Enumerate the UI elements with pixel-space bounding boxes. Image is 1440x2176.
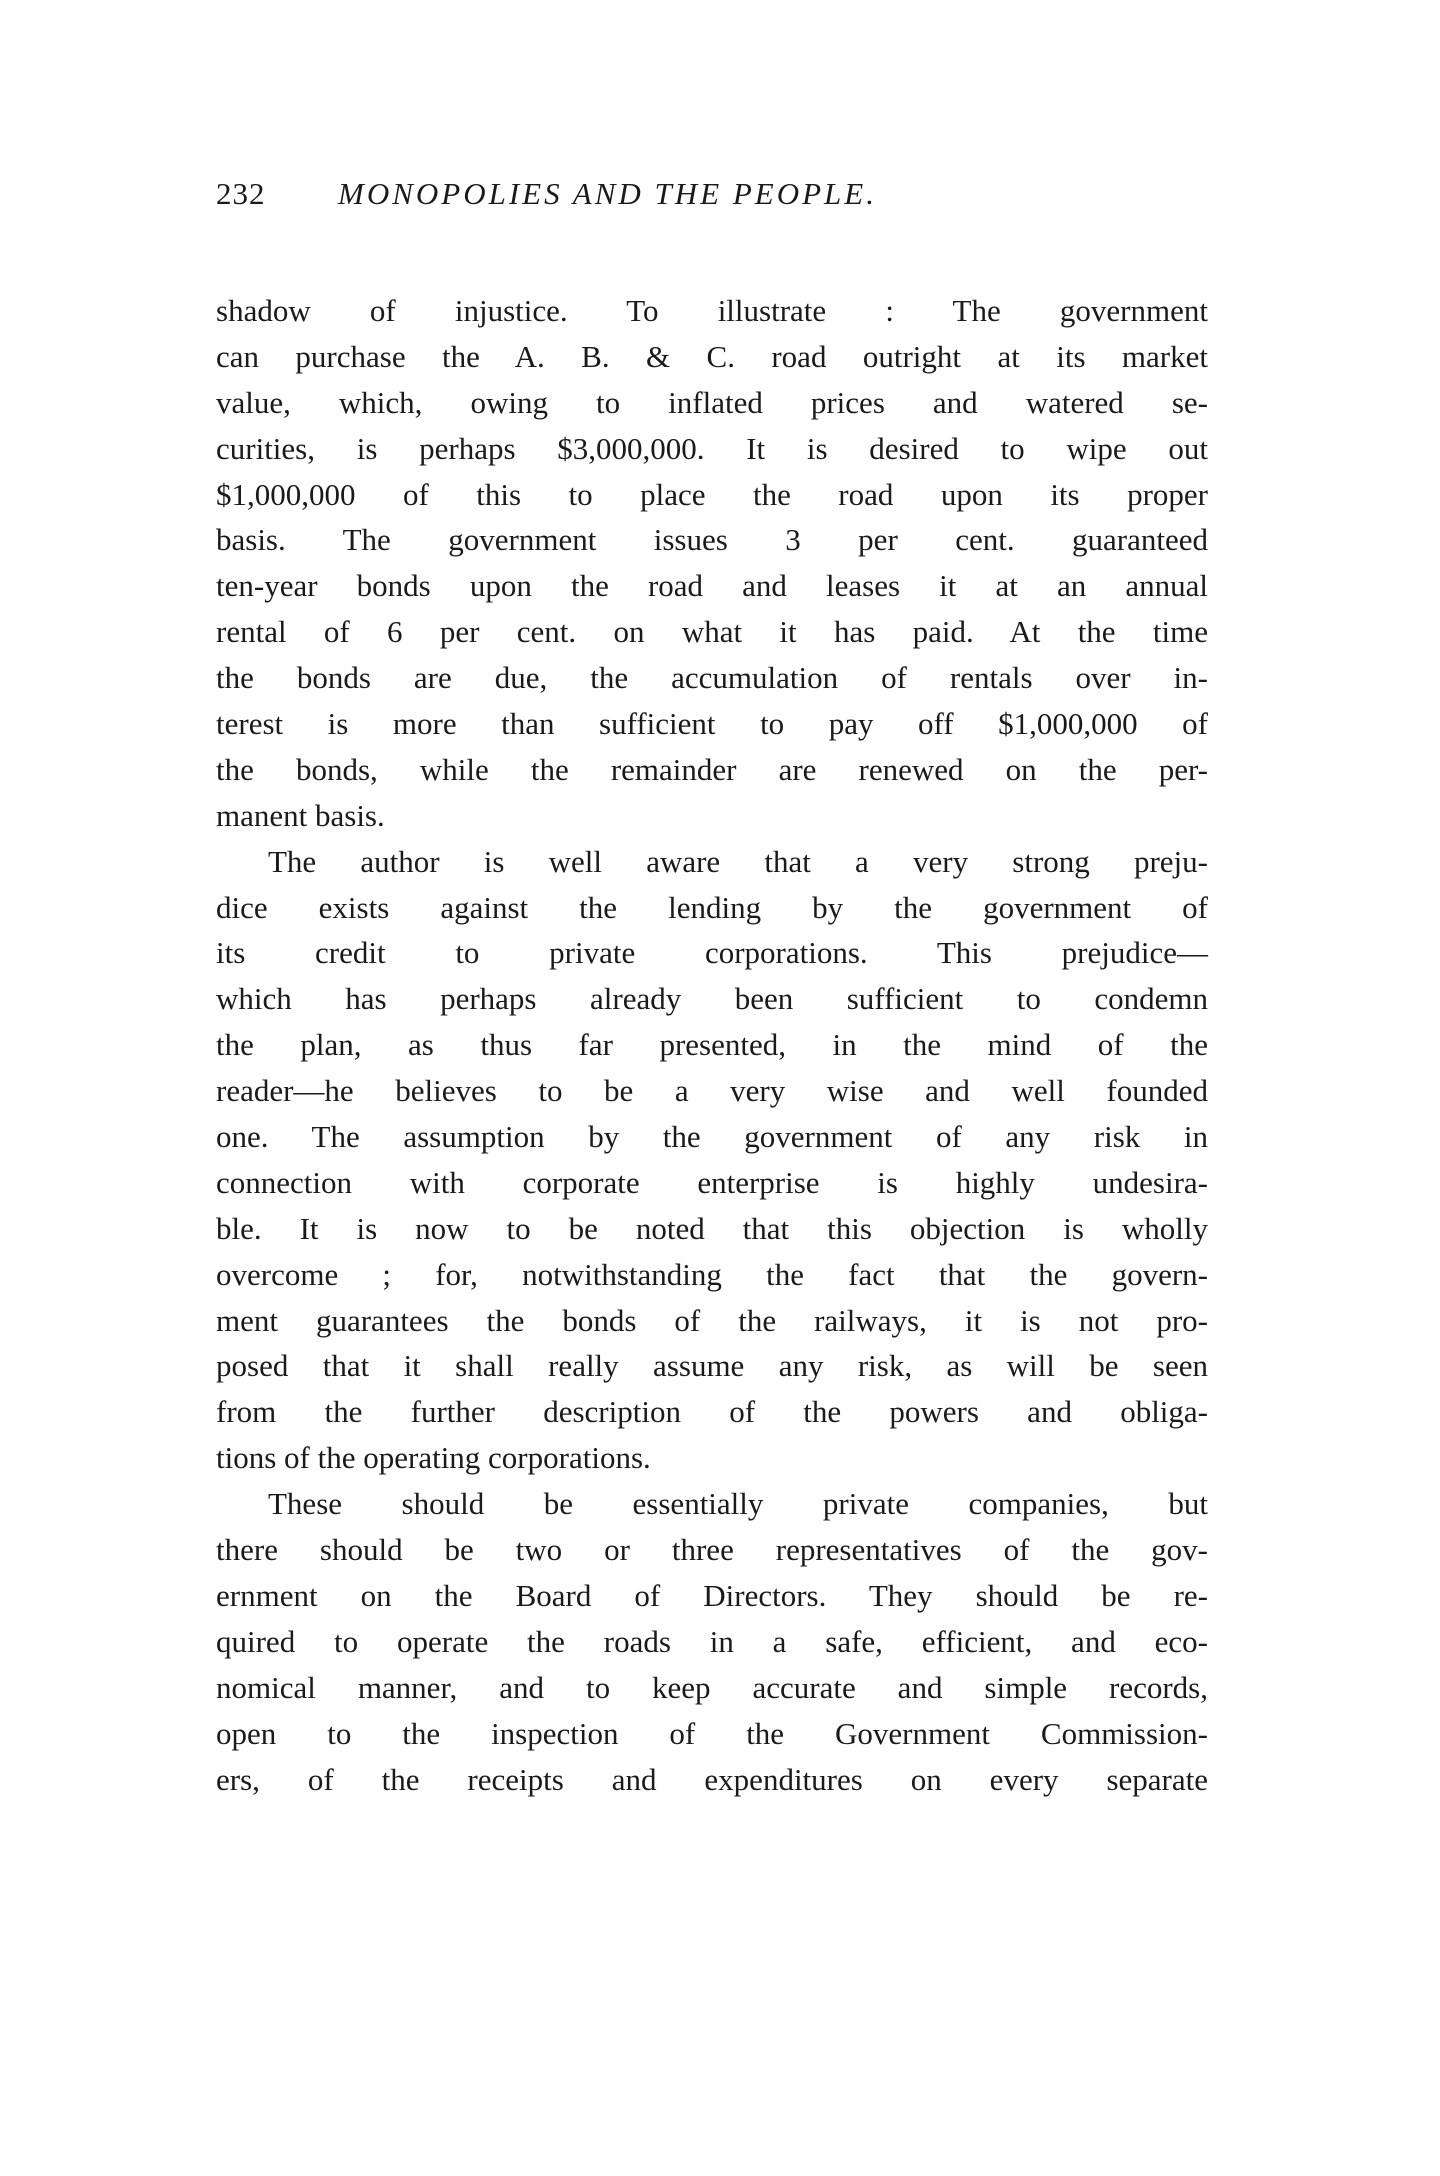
- text-line: one. The assumption by the government of any risk in: [216, 1119, 1208, 1155]
- text-line: connection with corporate enterprise is highly undesira-: [216, 1164, 1208, 1200]
- text-line: ernment on the Board of Directors. They should be re-: [216, 1577, 1208, 1613]
- text-line: the bonds are due, the accumulation of rentals over in-: [216, 660, 1208, 696]
- text-line: manent basis.: [216, 797, 385, 833]
- text-line: posed that it shall really assume any risk, as will be seen: [216, 1348, 1208, 1384]
- text-line: dice exists against the lending by the government of: [216, 889, 1208, 925]
- text-line: value, which, owing to inflated prices and watered se-: [216, 384, 1208, 420]
- text-line: the plan, as thus far presented, in the mind of the: [216, 1027, 1208, 1063]
- text-line: quired to operate the roads in a safe, efficient, and eco-: [216, 1623, 1208, 1659]
- running-header: [216, 176, 1208, 220]
- running-title: MONOPOLIES AND THE PEOPLE.: [338, 176, 877, 211]
- text-line: $1,000,000 of this to place the road upon its proper: [216, 476, 1208, 512]
- text-line: tions of the operating corporations.: [216, 1440, 651, 1476]
- text-line: curities, is perhaps $3,000,000. It is desired to wipe out: [216, 430, 1208, 466]
- text-line: nomical manner, and to keep accurate and simple records,: [216, 1669, 1208, 1705]
- text-line: there should be two or three representatives of the gov-: [216, 1532, 1208, 1568]
- text-line: rental of 6 per cent. on what it has paid. At the time: [216, 614, 1208, 650]
- page-body: [216, 288, 1208, 1802]
- text-line: shadow of injustice. To illustrate : The government: [216, 293, 1208, 328]
- text-line: can purchase the A. B. & C. road outright at its market: [216, 338, 1208, 374]
- paragraph: [216, 288, 1208, 839]
- text-line: ment guarantees the bonds of the railways, it is not pro-: [216, 1302, 1208, 1338]
- paragraph: [216, 839, 1208, 1481]
- text-line: ten-year bonds upon the road and leases it at an annual: [216, 568, 1208, 604]
- text-line: the bonds, while the remainder are renewed on the per-: [216, 751, 1208, 787]
- text-line: terest is more than sufficient to pay off $1,000,000 of: [216, 706, 1208, 742]
- text-line: The author is well aware that a very strong preju-: [268, 843, 1208, 879]
- page-number: 232: [216, 176, 266, 211]
- text-line: ers, of the receipts and expenditures on every separate: [216, 1761, 1208, 1797]
- paragraph: [216, 1481, 1208, 1802]
- text-line: open to the inspection of the Government Commission-: [216, 1715, 1208, 1751]
- text-line: These should be essentially private companies, but: [268, 1486, 1208, 1522]
- text-line: overcome ; for, notwithstanding the fact that the govern-: [216, 1256, 1208, 1292]
- text-line: from the further description of the powers and obliga-: [216, 1394, 1208, 1430]
- text-line: reader—he believes to be a very wise and well founded: [216, 1073, 1208, 1109]
- text-line: its credit to private corporations. This prejudice—: [216, 935, 1208, 971]
- text-line: which has perhaps already been sufficient to condemn: [216, 981, 1208, 1017]
- text-line: ble. It is now to be noted that this objection is wholly: [216, 1210, 1208, 1246]
- text-line: basis. The government issues 3 per cent. guaranteed: [216, 522, 1208, 558]
